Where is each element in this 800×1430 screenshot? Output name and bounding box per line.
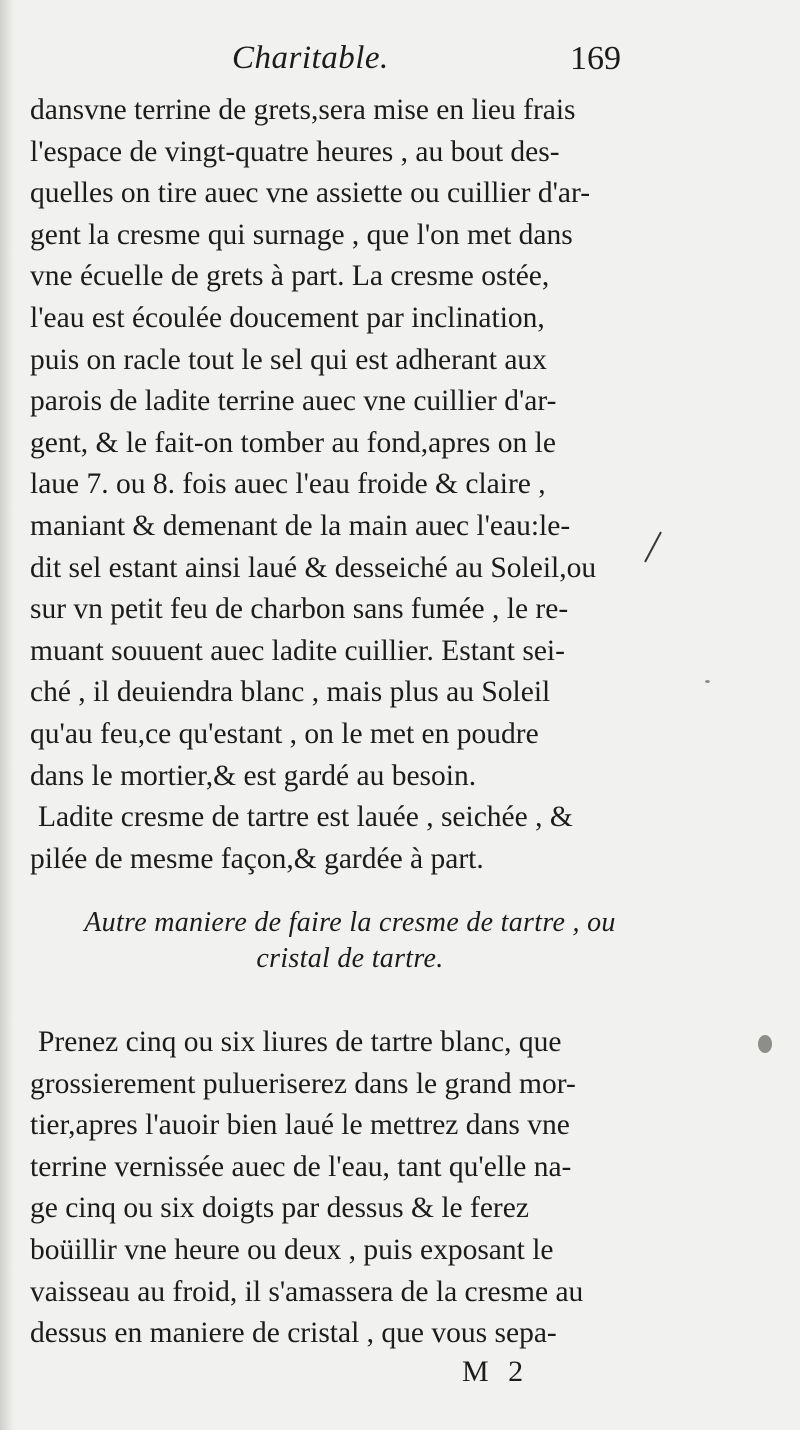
text-line: quelles on tire auec vne assiette ou cuillier d'ar- [30, 177, 591, 210]
heading-line: Autre maniere de faire la cresme de tartre , ou [84, 907, 616, 938]
text-line: maniant & demenant de la main auec l'eau:le- [30, 509, 571, 542]
text-line: Prenez cinq ou six liures de tartre blanc, que [38, 1026, 562, 1058]
running-title: Charitable. [232, 40, 389, 76]
text-line: boüillir vne heure ou deux , puis exposant le [30, 1233, 554, 1266]
section-heading [30, 905, 670, 977]
text-line: l'eau est écoulée doucement par inclination, [30, 301, 545, 334]
text-line: terrine vernissée auec de l'eau, tant qu'elle na- [30, 1150, 572, 1183]
text-line: dans le mortier,& est gardé au besoin. [30, 759, 477, 792]
text-line: gent la cresme qui surnage , que l'on met dans [30, 218, 573, 251]
signature-mark: M 2 [462, 1355, 530, 1388]
text-line: gent, & le fait-on tomber au fond,apres on le [30, 426, 556, 459]
text-line: ge cinq ou six doigts par dessus & le ferez [30, 1192, 529, 1225]
text-line: sur vn petit feu de charbon sans fumée , le re- [30, 593, 569, 626]
text-line: pilée de mesme façon,& gardée à part. [30, 842, 484, 875]
text-line: dit sel estant ainsi laué & desseiché au Soleil,ou [30, 551, 597, 584]
text-line: laue 7. ou 8. fois auec l'eau froide & claire , [30, 468, 546, 501]
text-line: vaisseau au froid, il s'amassera de la cresme au [30, 1275, 584, 1308]
page-header [0, 40, 800, 90]
text-line: dansvne terrine de grets,sera mise en lieu frais [30, 94, 576, 126]
ink-speck [705, 680, 710, 683]
text-line: parois de ladite terrine auec vne cuillier d'ar- [30, 385, 557, 418]
ink-speck [758, 1035, 772, 1053]
page-number: 169 [570, 40, 621, 77]
text-line: l'espace de vingt-quatre heures , au bout des- [30, 135, 560, 168]
text-line: qu'au feu,ce qu'estant , on le met en poudre [30, 717, 539, 750]
text-line: Ladite cresme de tartre est lauée , seichée , & [38, 801, 573, 834]
paragraph-1 [30, 90, 660, 880]
text-line: muant souuent auec ladite cuillier. Estant sei- [30, 634, 565, 667]
text-line: dessus en maniere de cristal , que vous sepa- [30, 1317, 557, 1350]
page-edge-shadow [0, 0, 14, 1430]
paragraph-3 [30, 1022, 660, 1355]
text-line: vne écuelle de grets à part. La cresme ostée, [30, 260, 550, 293]
heading-line: cristal de tartre. [256, 943, 444, 974]
text-line: tier,apres l'auoir bien laué le mettrez dans vne [30, 1109, 570, 1142]
text-line: ché , il deuiendra blanc , mais plus au Soleil [30, 676, 551, 709]
text-line: puis on racle tout le sel qui est adherant aux [30, 343, 547, 376]
text-line: grossierement pulueriserez dans le grand mor- [30, 1067, 576, 1100]
